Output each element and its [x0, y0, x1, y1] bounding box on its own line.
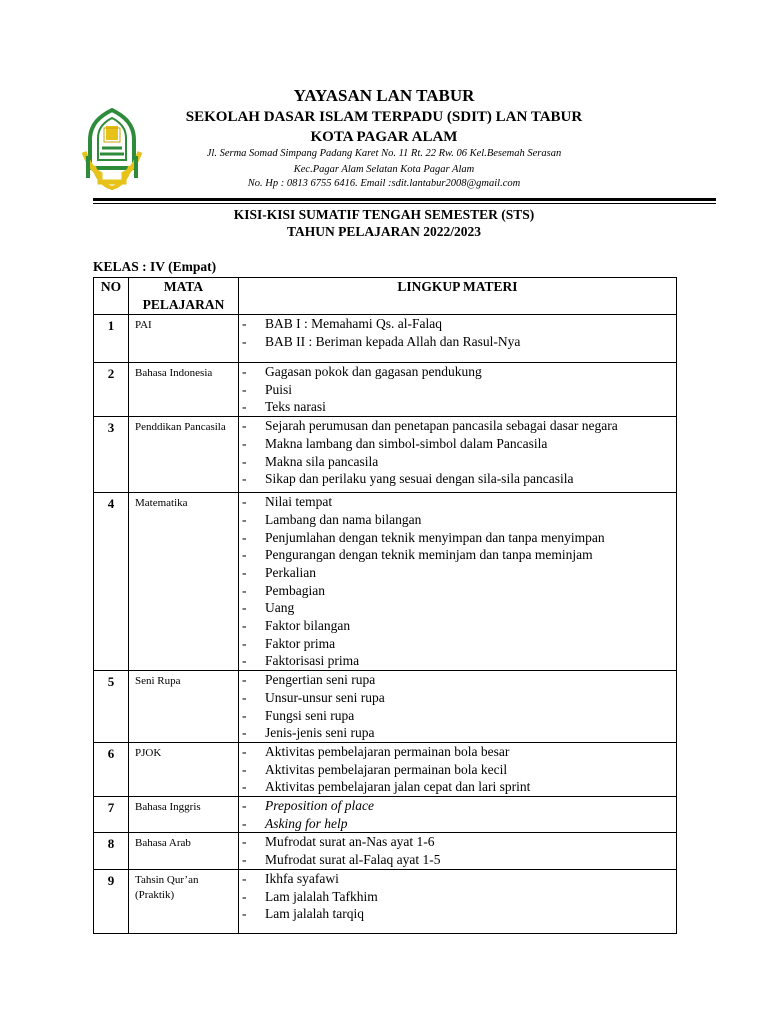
bullet-dash: - [242, 743, 247, 759]
bullet-dash: - [242, 564, 247, 580]
bullet-dash: - [242, 689, 247, 705]
bullet-dash: - [242, 707, 247, 723]
bullet-dash: - [242, 635, 247, 651]
bullet-dash: - [242, 761, 247, 777]
bullet-dash: - [242, 511, 247, 527]
subject-name: Bahasa Arab [129, 833, 239, 869]
material-item [239, 815, 676, 833]
school-name: SEKOLAH DASAR ISLAM TERPADU (SDIT) LAN TABUR [185, 109, 583, 125]
table-row [94, 493, 677, 671]
material-item [239, 333, 676, 351]
subject-name: Bahasa Indonesia [129, 363, 239, 417]
material-item [239, 652, 676, 670]
bullet-dash: - [242, 399, 247, 415]
material-item-text: Faktor prima [265, 635, 336, 651]
bullet-dash: - [242, 547, 247, 563]
header-scope: LINGKUP MATERI [239, 278, 677, 315]
header-divider-thin [93, 203, 716, 204]
material-list [239, 493, 676, 670]
subject-name: PJOK [129, 742, 239, 796]
material-item-text: BAB II : Beriman kepada Allah dan Rasul-Nya [265, 333, 521, 349]
bullet-dash: - [242, 653, 247, 669]
material-item-text: Pengertian seni rupa [265, 672, 376, 688]
material-list [239, 743, 676, 796]
material-list [239, 417, 676, 488]
material-item [239, 707, 676, 725]
material-item [239, 724, 676, 742]
subject-name: Bahasa Inggris [129, 797, 239, 833]
row-number: 7 [94, 797, 129, 833]
material-item-text: Pembagian [265, 582, 325, 598]
material-item-text: Mufrodat surat an-Nas ayat 1-6 [265, 834, 435, 850]
material-item [239, 435, 676, 453]
material-item [239, 315, 676, 333]
bullet-dash: - [242, 906, 247, 922]
material-item [239, 905, 676, 923]
table-row [94, 869, 677, 933]
material-item [239, 671, 676, 689]
material-item [239, 511, 676, 529]
material-item-text: Teks narasi [265, 399, 326, 415]
material-item-text: Aktivitas pembelajaran jalan cepat dan lari sprint [265, 779, 531, 795]
document-title: KISI-KISI SUMATIF TENGAH SEMESTER (STS) [233, 207, 535, 222]
material-item-text: Gagasan pokok dan gagasan pendukung [265, 364, 482, 379]
material-item-text: BAB I : Memahami Qs. al-Falaq [265, 316, 442, 331]
material-scope [239, 797, 677, 833]
material-item-text: Pengurangan dengan teknik meminjam dan tanpa meminjam [265, 547, 593, 563]
bullet-dash: - [242, 364, 247, 379]
bullet-dash: - [242, 725, 247, 741]
material-item [239, 546, 676, 564]
header-subject-line1: MATA [163, 279, 204, 294]
material-item-text: Unsur-unsur seni rupa [265, 689, 385, 705]
material-list [239, 671, 676, 742]
material-item-text: Penjumlahan dengan teknik menyimpan dan tanpa menyimpan [265, 529, 605, 545]
material-item-text: Nilai tempat [265, 494, 333, 510]
material-item [239, 689, 676, 707]
material-list [239, 797, 676, 832]
bullet-dash: - [242, 333, 247, 349]
material-item [239, 453, 676, 471]
row-number: 9 [94, 869, 129, 933]
table-row [94, 671, 677, 743]
material-item-text: Aktivitas pembelajaran permainan bola kecil [265, 761, 508, 777]
material-item [239, 398, 676, 416]
subject-name: Seni Rupa [129, 671, 239, 743]
table-row [94, 797, 677, 833]
bullet-dash: - [242, 316, 247, 331]
bullet-dash: - [242, 381, 247, 397]
row-number: 1 [94, 315, 129, 363]
contact-line: No. Hp : 0813 6755 6416. Email :sdit.lantabur2008@gmail.com [247, 178, 521, 189]
header-divider-thick [93, 198, 716, 201]
header-subject [129, 278, 239, 315]
bullet-dash: - [242, 435, 247, 451]
material-item [239, 833, 676, 851]
material-item-text: Jenis-jenis seni rupa [265, 725, 375, 741]
material-item-text: Perkalian [265, 564, 316, 580]
material-item-text: Puisi [265, 381, 293, 397]
material-item-text: Makna lambang dan simbol-simbol dalam Pancasila [265, 435, 548, 451]
material-scope [239, 315, 677, 363]
material-item-text: Sikap dan perilaku yang sesuai dengan sila-sila pancasila [265, 471, 574, 487]
material-item [239, 493, 676, 511]
table-body [94, 315, 677, 934]
bullet-dash: - [242, 418, 247, 434]
material-item-text: Uang [265, 600, 295, 616]
material-item [239, 743, 676, 761]
material-item [239, 797, 676, 815]
material-item [239, 635, 676, 653]
subject-name: Tahsin Qur’an (Praktik) [129, 869, 239, 933]
row-number: 8 [94, 833, 129, 869]
bullet-dash: - [242, 582, 247, 598]
bullet-dash: - [242, 870, 247, 886]
material-grid-table [93, 277, 677, 934]
class-label: KELAS : IV (Empat) [93, 259, 217, 274]
material-item [239, 617, 676, 635]
material-scope [239, 742, 677, 796]
material-item [239, 417, 676, 435]
row-number: 5 [94, 671, 129, 743]
row-number: 4 [94, 493, 129, 671]
address-line-1: Jl. Serma Somad Simpang Padang Karet No. 11 Rt. 22 Rw. 06 Kel.Besemah Serasan [206, 148, 562, 159]
material-scope [239, 493, 677, 671]
material-item [239, 599, 676, 617]
bullet-dash: - [242, 618, 247, 634]
table-row [94, 315, 677, 363]
material-item-text: Makna sila pancasila [265, 453, 379, 469]
table-row [94, 742, 677, 796]
bullet-dash: - [242, 471, 247, 487]
table-row [94, 833, 677, 869]
material-item [239, 778, 676, 796]
material-item-text: Aktivitas pembelajaran permainan bola besar [265, 743, 510, 759]
material-scope [239, 417, 677, 493]
material-item-text: Asking for help [265, 815, 348, 831]
bullet-dash: - [242, 815, 247, 831]
bullet-dash: - [242, 453, 247, 469]
material-item [239, 381, 676, 399]
city-name: KOTA PAGAR ALAM [310, 129, 458, 145]
material-list [239, 833, 676, 868]
material-scope [239, 869, 677, 933]
material-item-text: Lam jalalah tarqiq [265, 906, 364, 922]
material-item-text: Preposition of place [265, 798, 374, 814]
material-item-text: Mufrodat surat al-Falaq ayat 1-5 [265, 852, 441, 868]
material-list [239, 315, 676, 350]
bullet-dash: - [242, 672, 247, 688]
material-item [239, 870, 676, 888]
material-scope [239, 363, 677, 417]
row-number: 6 [94, 742, 129, 796]
bullet-dash: - [242, 834, 247, 850]
foundation-name: YAYASAN LAN TABUR [293, 86, 475, 105]
bullet-dash: - [242, 852, 247, 868]
material-item [239, 529, 676, 547]
subject-name: Matematika [129, 493, 239, 671]
material-list [239, 363, 676, 416]
bullet-dash: - [242, 600, 247, 616]
material-item [239, 761, 676, 779]
material-item-text: Faktorisasi prima [265, 653, 360, 669]
subject-name: PAI [129, 315, 239, 363]
material-item-text: Fungsi seni rupa [265, 707, 355, 723]
table-row [94, 417, 677, 493]
bullet-dash: - [242, 779, 247, 795]
material-item [239, 851, 676, 869]
bullet-dash: - [242, 888, 247, 904]
address-line-2: Kec.Pagar Alam Selatan Kota Pagar Alam [293, 164, 475, 175]
table-header-row [94, 278, 677, 315]
material-item [239, 564, 676, 582]
material-item-text: Sejarah perumusan dan penetapan pancasila sebagai dasar negara [265, 418, 618, 434]
material-item-text: Faktor bilangan [265, 618, 351, 634]
bullet-dash: - [242, 798, 247, 814]
material-item-text: Lambang dan nama bilangan [265, 511, 422, 527]
bullet-dash: - [242, 529, 247, 545]
subject-name: Penddikan Pancasila [129, 417, 239, 493]
material-scope [239, 671, 677, 743]
material-list [239, 870, 676, 923]
material-scope [239, 833, 677, 869]
header-no: NO [94, 278, 129, 315]
row-number: 2 [94, 363, 129, 417]
material-item [239, 470, 676, 488]
header-subject-line2: PELAJARAN [142, 297, 225, 312]
material-item [239, 363, 676, 381]
row-number: 3 [94, 417, 129, 493]
material-item [239, 582, 676, 600]
table-row [94, 363, 677, 417]
bullet-dash: - [242, 494, 247, 510]
material-item-text: Lam jalalah Tafkhim [265, 888, 378, 904]
academic-year: TAHUN PELAJARAN 2022/2023 [286, 224, 481, 239]
material-item [239, 888, 676, 906]
material-item-text: Ikhfa syafawi [265, 870, 339, 886]
